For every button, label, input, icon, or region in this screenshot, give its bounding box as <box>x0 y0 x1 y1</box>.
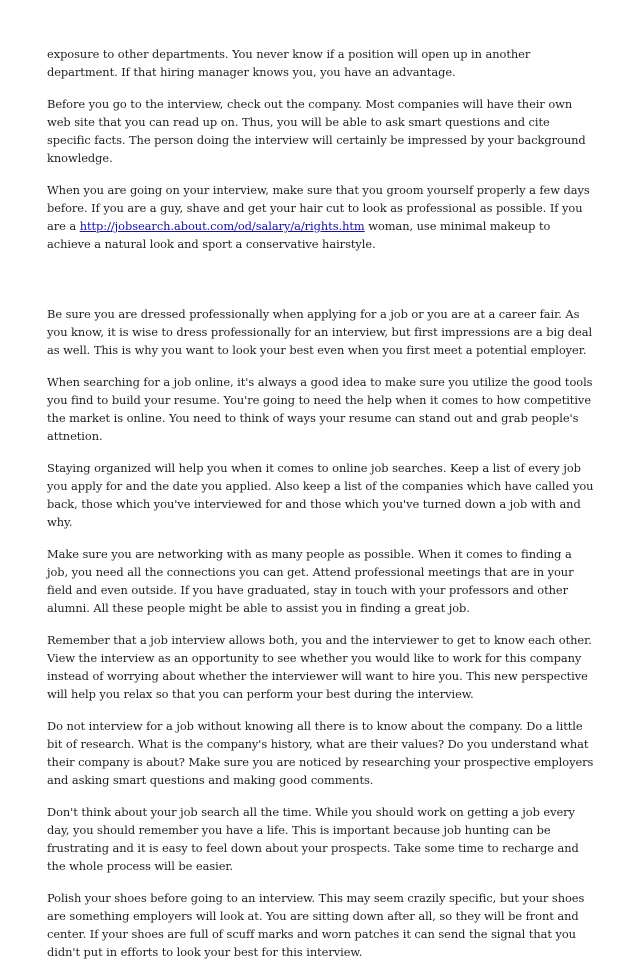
paragraph-grooming <box>47 181 595 253</box>
paragraph-job-search-balance: Don't think about your job search all the time. While you should work on getting a job every day, you should remember you have a life. This is important because job hunting can be frustrating and it is easy to feel down about your prospects. Take some time to recharge and the whole process will be easier. <box>47 805 579 873</box>
paragraph-online-resume: When searching for a job online, it's always a good idea to make sure you utilize the good tools you find to build your resume. You're going to need the help when it comes to how competitive the market is online. You need to think of ways your resume can stand out and grab people's attnetion. <box>47 375 593 443</box>
paragraph-check-company: Before you go to the interview, check out the company. Most companies will have their own web site that you can read up on. Thus, you will be able to ask smart questions and cite specific facts. The person doing the interview will certainly be impressed by your background knowledge. <box>47 97 586 165</box>
document-page <box>47 45 595 975</box>
paragraph-staying-organized: Staying organized will help you when it comes to online job searches. Keep a list of every job you apply for and the date you applied. Also keep a list of the companies which have called you back, those which you've interviewed for and those which you've turned down a job with and why. <box>47 461 594 529</box>
paragraph-grooming-text-after: woman, use minimal makeup to achieve a natural look and sport a conservative hairstyle. <box>47 219 551 251</box>
paragraph-research-company: Do not interview for a job without knowing all there is to know about the company. Do a little bit of research. What is the company's history, what are their values? Do you understand what their company is about? Make sure you are noticed by researching your prospective employers and asking smart questions and making good comments. <box>47 719 594 787</box>
paragraph-polish-shoes: Polish your shoes before going to an interview. This may seem crazily specific, but your shoes are something employers will look at. You are sitting down after all, so they will be front and center. If your shoes are full of scuff marks and worn patches it can send the signal that you didn't put in efforts to look your best for this interview. <box>47 891 585 959</box>
paragraph-interview-both-ways: Remember that a job interview allows both, you and the interviewer to get to know each other. View the interview as an opportunity to see whether you would like to work for this company instead of worrying about whether the interviewer will want to hire you. This new perspective will help you relax so that you can perform your best during the interview. <box>47 633 592 701</box>
paragraph-networking: Make sure you are networking with as many people as possible. When it comes to finding a job, you need all the connections you can get. Attend professional meetings that are in your field and even outside. If you have graduated, stay in touch with your professors and other alumni. All these people might be able to assist you in finding a great job. <box>47 547 574 615</box>
paragraph-grooming-text-before: When you are going on your interview, make sure that you groom yourself properly a few days before. If you are a guy, shave and get your hair cut to look as professional as possible. If you are a <box>47 183 590 233</box>
paragraph-departments: exposure to other departments. You never know if a position will open up in another department. If that hiring manager knows you, you have an advantage. <box>47 47 531 79</box>
rights-article-link[interactable]: http://jobsearch.about.com/od/salary/a/rights.htm <box>79 219 365 233</box>
paragraph-dress-professionally: Be sure you are dressed professionally when applying for a job or you are at a career fair. As you know, it is wise to dress professionally for an interview, but first impressions are a big deal as well. This is why you want to look your best even when you first meet a potential employer. <box>47 307 593 357</box>
